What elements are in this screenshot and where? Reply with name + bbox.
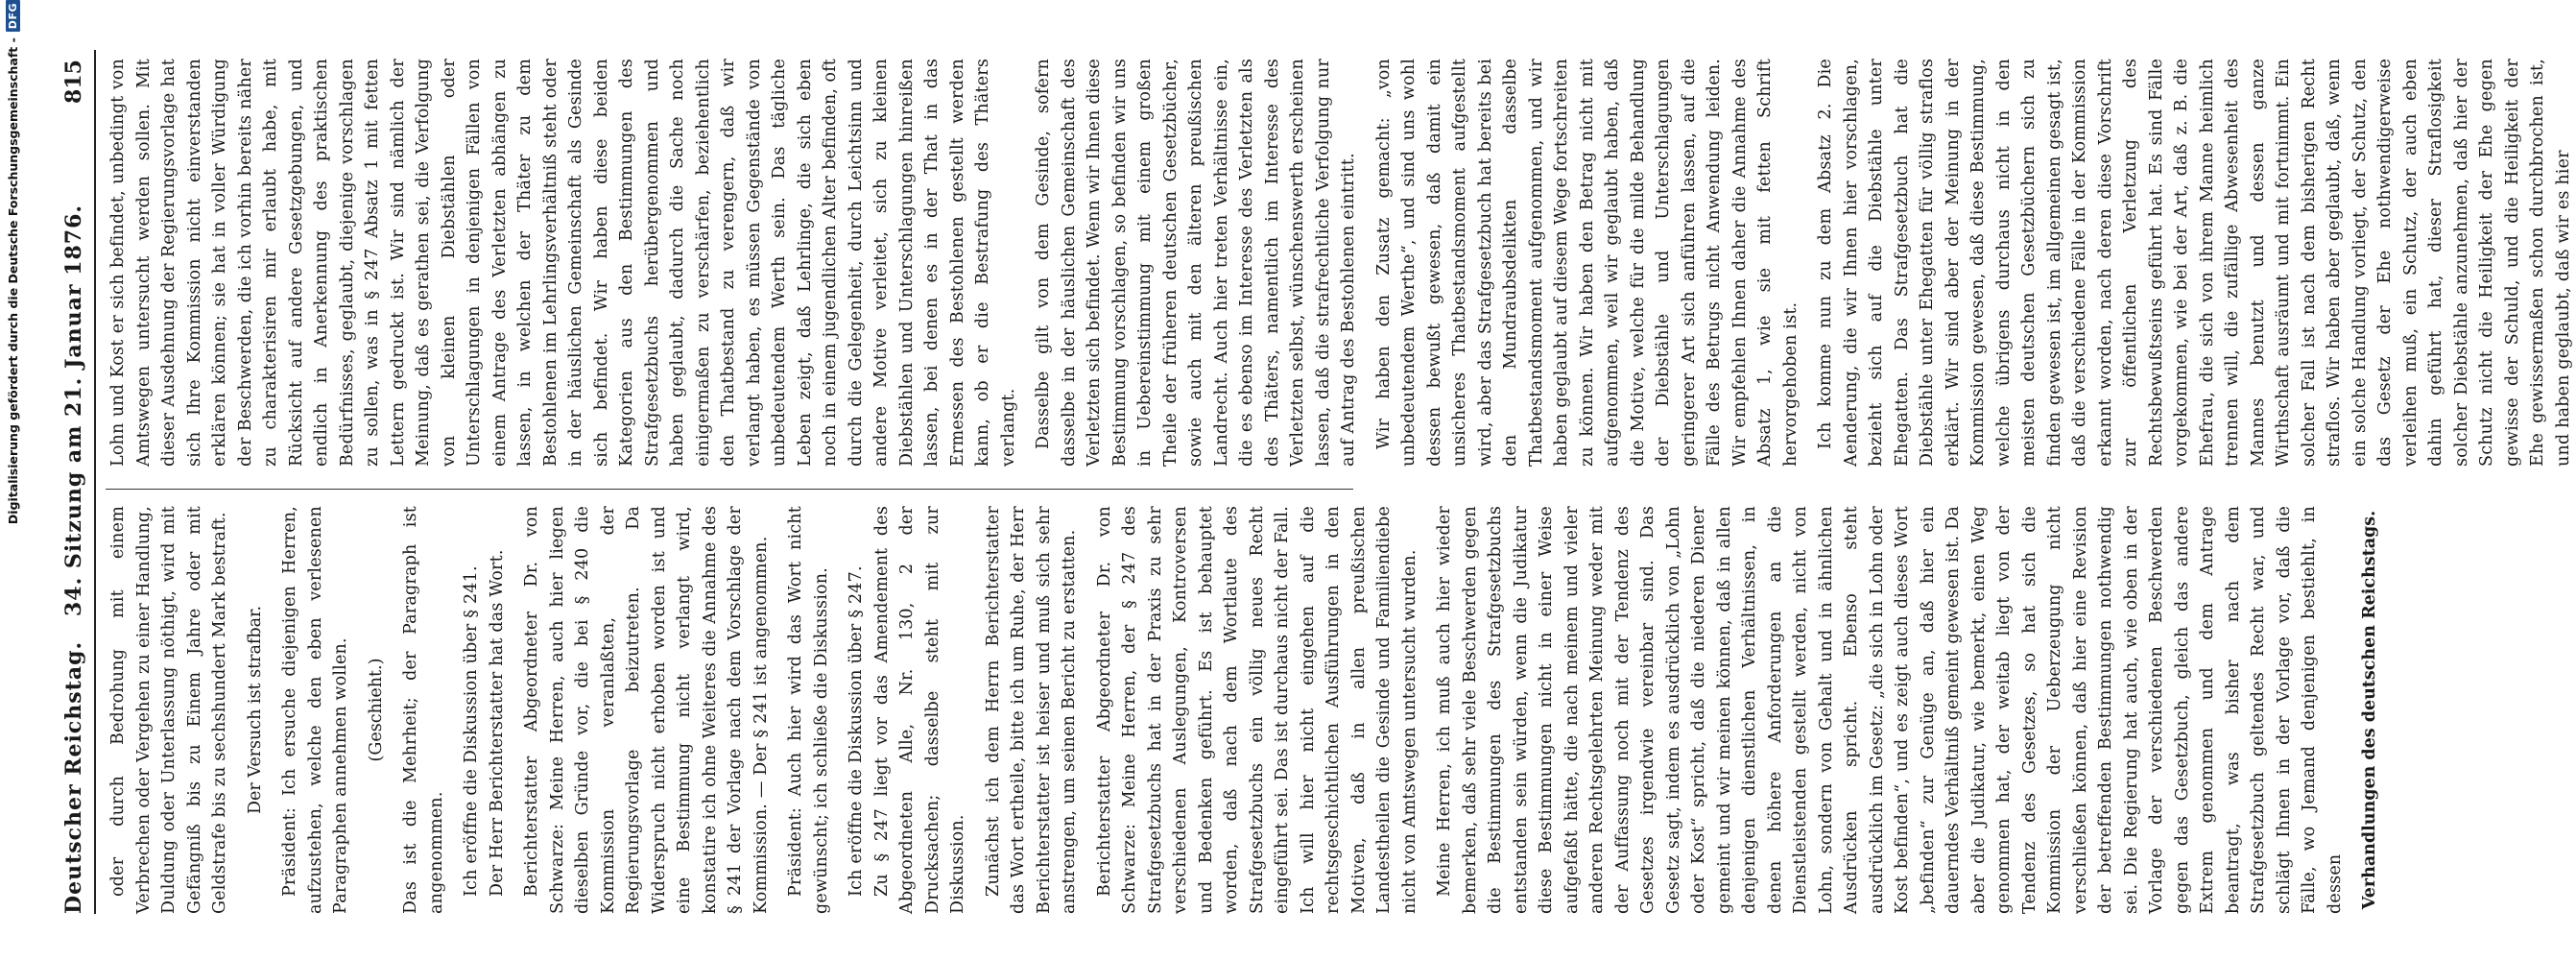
left-column [106,506,2379,914]
scanned-page [56,36,2573,929]
paragraph: Präsident: Ich ersuche diejenigen Herren, aufzustehen, welche den eben verlesenen Paragraphen annehmen wollen. [280,506,350,914]
column-footer: Verhandlungen des deutschen Reichstags. [2360,510,2379,910]
paragraph: Zu § 247 liegt vor das Amendement des Abgeordneten Alle, Nr. 130, 2 der Drucksachen; dasselbe steht mit zur Diskussion. [871,506,967,914]
digitization-credit [0,0,25,960]
credit-text: Digitalisierung gefördert durch die Deutsche Forschungsgemeinschaft - [5,37,20,525]
paragraph: Lohn und Kost er sich befindet, unbedingt von Amtswegen untersucht werden sollen. Mit dieser Ausdehnung der Regierungsvorlage hat sich Ihre Kommission nicht einverstanden erklären können; sie hat in voller Würdigung der Beschwerden, die ich vorhin bereits näher zu charakterisiren mir erlaubt habe, mit Rücksicht auf andere Gesetzgebungen, und endlich in Anerkennung des praktischen Bedürfnisses, geglaubt, diejenige vorschlagen zu sollen, was in § 247 Absatz 1 mit fetten Lettern gedruckt ist. Wir sind nämlich der Meinung, daß es gerathen sei, die Verfolgung von kleinen Diebstählen oder Unterschlagungen in denjenigen Fällen von einem Antrage des Verletzten abhängen zu lassen, in welchen der Thäter zu dem Bestohlenen im Lehrlingsverhältniß steht oder in der häuslichen Gemeinschaft als Gesinde sich befindet. Wir haben diese beiden Kategorien aus den Bestimmungen des Strafgesetzbuchs herübergenommen und haben geglaubt, dadurch die Sache noch einigermaßen zu verschärfen, beziehentlich den Thatbestand zu verengern, daß wir verlangt haben, es müssen Gegenstände von unbedeutendem Werth sein. Das tägliche Leben zeigt, daß Lehrlinge, die sich eben noch in einem jugendlichen Alter befinden, oft durch die Gelegenheit, durch Leichtsinn und andere Motive verleitet, sich zu kleinen Diebstählen und Unterschlagungen hinreißen lassen, bei denen es in der That in das Ermessen des Bestohlenen gestellt werden kann, ob er die Bestrafung des Thäters verlangt. [108,59,1018,467]
paragraph: Der Versuch ist strafbar. [245,605,265,815]
paragraph: Berichterstatter Abgeordneter Dr. von Schwarze: Meine Herren, der § 247 des Strafgesetzbuchs hat in der Praxis zu sehr verschiedenen Auslegungen, Kontroversen und Bedenken geführt. Es ist behauptet worden, daß nach dem Wortlaute des Strafgesetzbuchs ein völlig neues Recht eingeführt sei. Das ist durchaus nicht der Fall. Ich will hier nicht eingehen auf die rechtsgeschichtlichen Ausführungen in den Motiven, daß in allen preußischen Landestheilen die Gesinde und Familiendiebe nicht von Amtswegen untersucht wurden. [1094,506,1419,914]
right-column [106,59,2573,467]
column-divider [106,489,1353,490]
paragraph: Präsident: Auch hier wird das Wort nicht gewünscht; ich schließe die Diskussion. [786,506,831,914]
paragraph: Meine Herren, ich muß auch hier wieder bemerken, daß sehr viele Beschwerden gegen die Bestimmungen des Strafgesetzbuchs entstanden sein würden, wenn die Judikatur diese Bestimmungen nicht in einer Weise aufgefaßt hätte, die nach meinem und vieler anderen Rechtsgelehrten Meinung weder mit der Auffassung noch mit der Tendenz des Gesetzes irgendwie vereinbar sind. Das Gesetz sagt, indem es ausdrücklich von „Lohn oder Kost“ spricht, daß die niederen Diener gemeint und wir meinen können, daß in allen denjenigen dienstlichen Verhältnissen, in denen höhere Anforderungen an die Dienstleistenden gestellt werden, nicht von Lohn, sondern von Gehalt und in ähnlichen Ausdrücken spricht. Ebenso steht ausdrücklich im Gesetz: „die sich in Lohn oder Kost befinden“, und es zeigt auch dieses Wort „befinden“ zur Genüge an, daß hier ein dauerndes Verhältniß gemeint gewesen ist. Da aber die Judikatur, wie bemerkt, einen Weg genommen hat, der weitab liegt von der Tendenz des Gesetzes, so hat sich die Kommission der Ueberzeugung nicht verschließen können, daß hier eine Revision der betreffenden Bestimmungen nothwendig sei. Die Regierung hat auch, wie oben in der Vorlage der verschiedenen Beschwerden gegen das Gesetzbuch, gleich das andere Extrem genommen und dem Antrage beantragt, was bisher nach dem Strafgesetzbuch geltendes Recht war, und schlägt Ihnen in der Vorlage vor, daß die Fälle, wo Jemand denjenigen bestiehlt, in dessen [1435,506,2345,914]
paragraph: Ich komme nun zu dem Absatz 2. Die Aenderung, die wir Ihnen hier vorschlagen, bezieht sich auf die Diebstähle unter Ehegatten. Das Strafgesetzbuch hat die Diebstähle unter Ehegatten für völlig straflos erklärt. Wir sind aber der Meinung in der Kommission gewesen, daß diese Bestimmung, welche übrigens durchaus nicht in den meisten deutschen Gesetzbüchern sich zu finden gewesen ist, im allgemeinen gesagt ist, daß die verschiedene Fälle in der Kommission erkannt worden, nach deren diese Vorschrift zur öffentlichen Verletzung des Rechtsbewußtseins geführt hat. Es sind Fälle vorgekommen, wie bei der Art, daß z. B. die Ehefrau, die sich von ihrem Manne heimlich trennen will, die zufällige Abwesenheit des Mannes benutzt und dessen ganze Wirthschaft ausräumt und mit fortnimmt. Ein solcher Fall ist nach dem bisherigen Recht straflos. Wir haben aber geglaubt, daß, wenn ein solche Handlung vorliegt, der Schutz, den das Gesetz der Ehe nothwendigerweise verleihen muß, ein Schutz, der auch eben dahin geführt hat, dieser Straflosigkeit solcher Diebstähle anzunehmen, daß hier der Schutz nicht die Heiligkeit der Ehe gegen gewisse der Schuld, und die Heiligkeit der Ehe gewissermaßen schon durchbrochen ist, und haben geglaubt, daß wir es hier [1816,59,2573,467]
paragraph: oder durch Bedrohung mit einem Verbrechen oder Vergehen zu einer Handlung, Duldung oder Unterlassung nöthigt, wird mit Gefängniß bis zu Einem Jahre oder mit Geldstrafe bis zu sechshundert Mark bestraft. [108,506,229,914]
paragraph: Zunächst ich dem Herrn Berichterstatter das Wort ertheile, bitte ich um Ruhe, der Herr Berichterstatter ist heiser und muß sich sehr anstrengen, um seinen Bericht zu erstatten. [983,506,1079,914]
paragraph: Der Herr Berichterstatter hat das Wort. [487,549,507,897]
paragraph: Ich eröffne die Diskussion über § 247. [847,565,866,897]
dfg-logo-icon: DFG [6,0,20,32]
paragraph: Ich eröffne die Diskussion über § 241. [462,565,481,897]
periodical-title: Deutscher Reichstag. [61,640,86,914]
paragraph: (Geschieht.) [366,658,386,762]
session-title: 34. Sitzung am 21. Januar 1876. [61,204,86,616]
page-number: 815 [61,60,86,104]
paragraph: Dasselbe gilt von dem Gesinde, sofern dasselbe in der häuslichen Gemeinschaft des Verletzten sich befindet. Wenn wir Ihnen diese Bestimmung vorschlagen, so befinden wir uns in Uebereinstimmung mit einem großen Theile der früheren deutschen Gesetzbücher, sowie auch mit den älteren preußischen Landrecht. Auch hier treten Verhältnisse ein, die es ebenso im Interesse des Verletzten als des Thäters, namentlich im Interesse des Verletzten selbst, wünschenswerth erscheinen lassen, daß die strafrechtliche Verfolgung nur auf Antrag des Bestohlenen eintritt. [1034,59,1358,467]
paragraph: Wir haben den Zusatz gemacht: „von unbedeutendem Werthe“, und sind uns wohl dessen bewußt gewesen, daß damit ein unsicheres Thatbestandsmoment aufgestellt wird, aber das Strafgesetzbuch hat bereits bei den Mundraubsdelikten dasselbe Thatbestandsmoment aufgenommen, und wir haben geglaubt auf diesem Wege fortschreiten zu können. Wir haben den Betrag nicht mit aufgenommen, weil wir geglaubt haben, daß die Motive, welche für die milde Behandlung der Diebstähle und Unterschlagungen geringerer Art sich anführen lassen, auf die Fälle des Betrugs nicht Anwendung leiden. Wir empfehlen Ihnen daher die Annahme des Absatz 1, wie sie mit fetten Schrift hervorgehoben ist. [1373,59,1801,467]
paragraph: Das ist die Mehrheit; der Paragraph ist angenommen. [401,506,446,914]
page-header [56,50,96,914]
paragraph: Berichterstatter Abgeordneter Dr. von Schwarze: Meine Herren, auch hier liegen dieselben Gründe vor, die bei § 240 die Kommission veranlaßten, der Regierungsvorlage beizutreten. Da Widerspruch nicht erhoben worden ist und eine Bestimmung nicht verlangt wird, konstatire ich ohne Weiteres die Annahme des § 241 der Vorlage nach dem Vorschlage der Kommission. — Der § 241 ist angenommen. [522,506,771,914]
